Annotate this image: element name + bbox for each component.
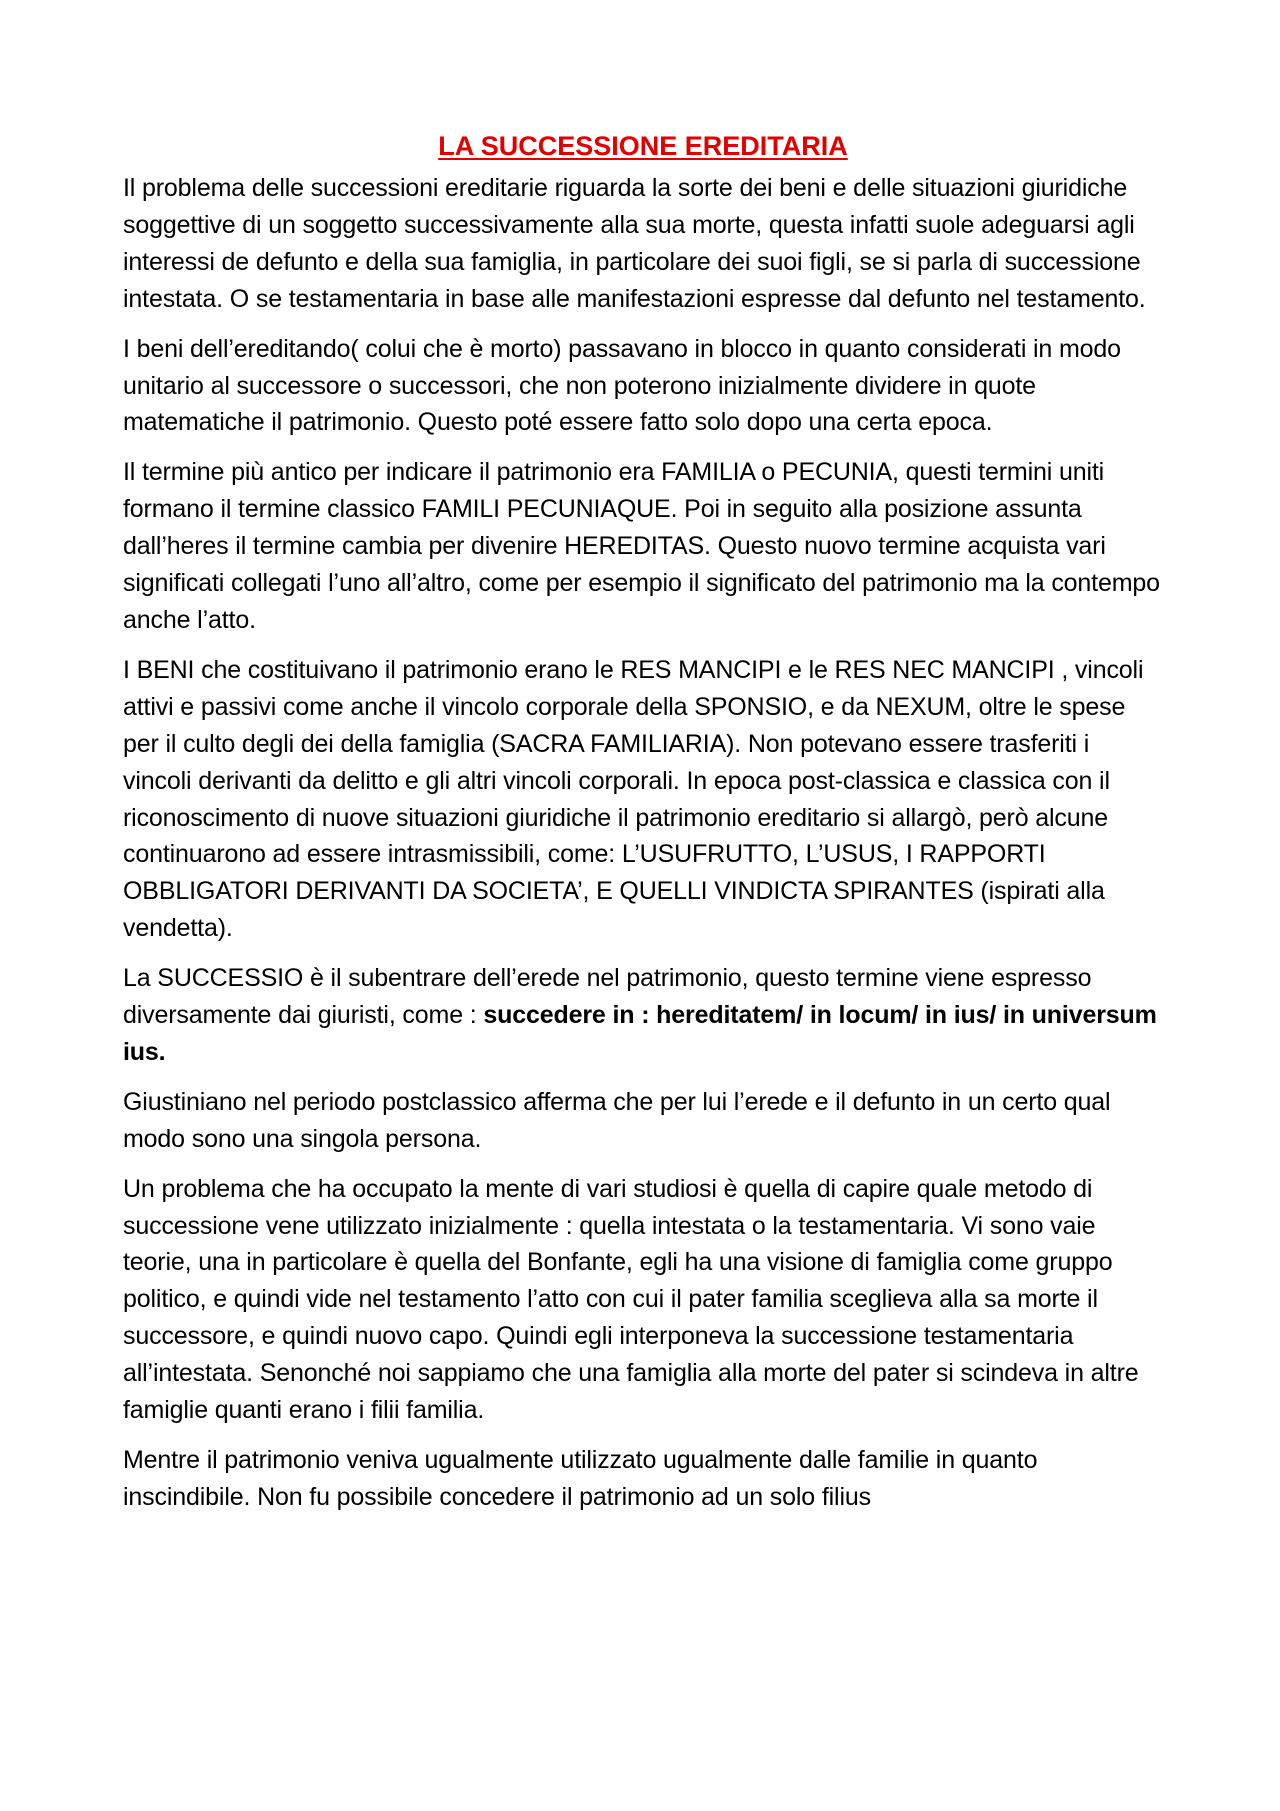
paragraph-text: I beni dell’ereditando( colui che è morto) passavano in blocco in quanto considerati in modo unitario al successore o successori, che non poterono inizialmente dividere in quote matematiche il patrimonio. Questo poté essere fatto solo dopo una certa epoca. <box>123 334 1121 437</box>
paragraph-beni-patrimonio <box>123 652 1163 947</box>
paragraph-patrimonio-familie <box>123 1442 1163 1516</box>
paragraph-text: Giustiniano nel periodo postclassico afferma che per lui l’erede e il defunto in un certo qual modo sono una singola persona. <box>123 1087 1111 1153</box>
paragraph-bold-text: succedere in : hereditatem/ in locum/ in ius/ in universum ius. <box>123 1001 1157 1066</box>
document-title: LA SUCCESSIONE EREDITARIA <box>438 131 848 161</box>
paragraph-text: Mentre il patrimonio veniva ugualmente utilizzato ugualmente dalle familie in quanto inscindibile. Non fu possibile concedere il patrimonio ad un solo filius <box>123 1446 1038 1511</box>
paragraph-text: Un problema che ha occupato la mente di vari studiosi è quella di capire quale metodo di successione vene utilizzato inizialmente : quella intestata o la testamentaria. Vi sono vaie teorie, una in particolare è quella del Bonfante, egli ha una visione di famiglia come gruppo politico, e quindi vide nel testamento l’atto con cui il pater familia sceglieva alla sa morte il successore, e quindi nuovo capo. Quindi egli interponeva la successione testamentaria all’intestata. Senonché noi sappiamo che una famiglia alla morte del pater si scindeva in altre famiglie quanti erano i filii familia. <box>123 1174 1139 1425</box>
paragraph-intro <box>123 170 1163 318</box>
paragraph-text: Il termine più antico per indicare il patrimonio era FAMILIA o PECUNIA, questi termini uniti formano il termine classico FAMILI PECUNIAQUE. Poi in seguito alla posizione assunta dall’heres il termine cambia per divenire HEREDITAS. Questo nuovo termine acquista vari significati collegati l’uno all’altro, come per esempio il significato del patrimonio ma la contempo anche l’atto. <box>123 458 1160 634</box>
paragraph-termine-antico <box>123 454 1163 639</box>
document-page <box>123 128 1163 1529</box>
paragraph-successio <box>123 960 1163 1071</box>
paragraph-text: I BENI che costituivano il patrimonio erano le RES MANCIPI e le RES NEC MANCIPI , vincoli attivi e passivi come anche il vincolo corporale della SPONSIO, e da NEXUM, oltre le spese per il culto degli dei della famiglia (SACRA FAMILIARIA). Non potevano essere trasferiti i vincoli derivanti da delitto e gli altri vincoli corporali. In epoca post-classica e classica con il riconoscimento di nuove situazioni giuridiche il patrimonio ereditario si allargò, però alcune continuarono ad essere intrasmissibili, come: L’USUFRUTTO, L’USUS, I RAPPORTI OBBLIGATORI DERIVANTI DA SOCIETA’, E QUELLI VINDICTA SPIRANTES (ispirati alla vendetta). <box>123 655 1144 943</box>
paragraph-text: Il problema delle successioni ereditarie riguarda la sorte dei beni e delle situazioni giuridiche soggettive di un soggetto successivamente alla sua morte, questa infatti suole adeguarsi agli interessi de defunto e della sua famiglia, in particolare dei suoi figli, se si parla di successione intestata. O se testamentaria in base alle manifestazioni espresse dal defunto nel testamento. <box>123 174 1146 313</box>
paragraph-problema-studiosi <box>123 1171 1163 1429</box>
paragraph-giustiniano <box>123 1084 1163 1158</box>
paragraph-beni-ereditando <box>123 331 1163 442</box>
paragraph-text: La SUCCESSIO è il subentrare dell’erede nel patrimonio, questo termine viene espresso diversamente dai giuristi, come : <box>123 964 1092 1030</box>
